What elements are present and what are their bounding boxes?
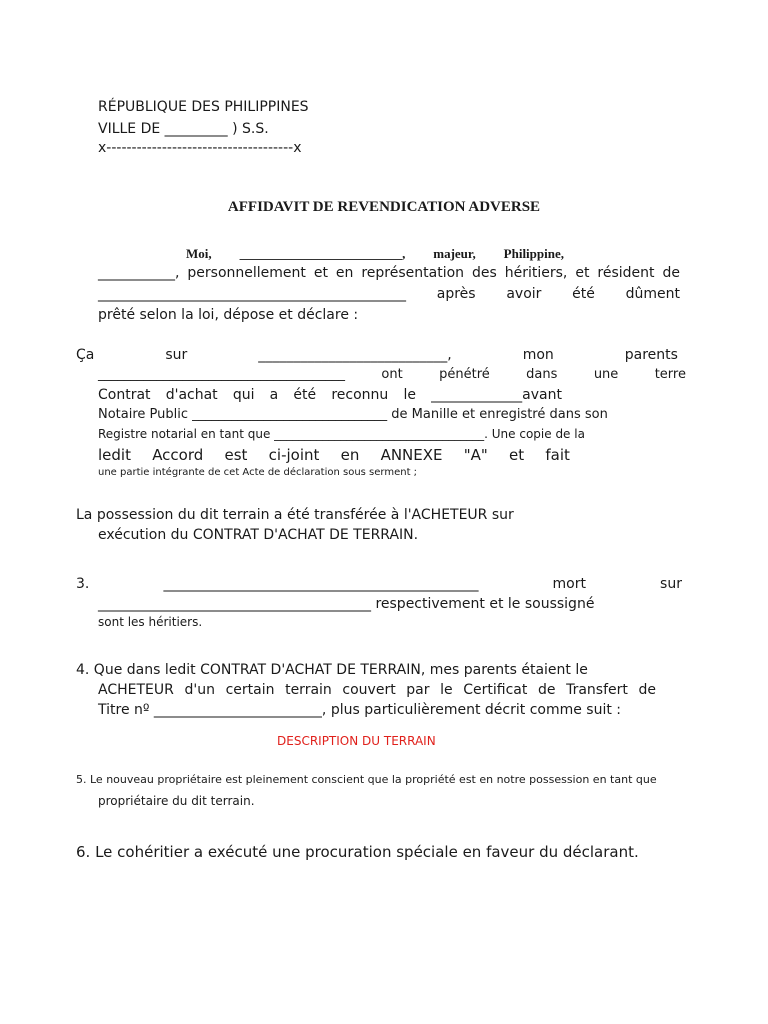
word: après bbox=[436, 286, 476, 302]
word: avoir bbox=[506, 286, 542, 302]
word: terrain bbox=[285, 682, 332, 698]
word: et bbox=[575, 265, 590, 281]
intro-line-4: prêté selon la loi, dépose et déclare : bbox=[98, 307, 359, 323]
word: des bbox=[472, 265, 497, 281]
blank: _____________avant bbox=[431, 387, 562, 403]
word: le bbox=[440, 682, 453, 698]
word: été bbox=[293, 387, 317, 403]
word: d'achat bbox=[165, 387, 218, 403]
word: dûment bbox=[625, 286, 680, 302]
word: de bbox=[662, 265, 680, 281]
word: fait bbox=[545, 446, 570, 464]
header-city: VILLE DE _________ ) S.S. bbox=[98, 121, 269, 137]
intro-line-2 bbox=[98, 266, 680, 280]
para1-line-5: Registre notarial en tant que ___________________________________. Une copie de la bbox=[98, 427, 585, 441]
word: mon bbox=[522, 347, 554, 363]
para2-line-2: exécution du CONTRAT D'ACHAT DE TERRAIN. bbox=[98, 527, 419, 543]
word: ledit bbox=[98, 446, 131, 464]
word: reconnu bbox=[331, 387, 389, 403]
intro-line-1 bbox=[186, 247, 564, 260]
word: de bbox=[537, 682, 556, 698]
word: ___________, bbox=[98, 265, 180, 281]
word: sur bbox=[165, 347, 188, 363]
word: Ça bbox=[76, 347, 95, 363]
word: en bbox=[340, 446, 360, 464]
para4-line-2 bbox=[98, 683, 656, 697]
word: par bbox=[406, 682, 430, 698]
word: en bbox=[335, 265, 354, 281]
blank: ____________________________________________ bbox=[98, 286, 406, 302]
word: Transfert bbox=[566, 682, 628, 698]
word: mort bbox=[552, 576, 586, 592]
para5-line-1: 5. Le nouveau propriétaire est pleinement conscient que la propriété est en notre possession en tant que bbox=[76, 773, 657, 786]
intro-line-3 bbox=[98, 287, 680, 301]
document-title: AFFIDAVIT DE REVENDICATION ADVERSE bbox=[227, 199, 541, 215]
para1-line-6 bbox=[98, 448, 570, 463]
word: ANNEXE bbox=[380, 446, 443, 464]
word: dans bbox=[526, 367, 558, 382]
para5-line-2: propriétaire du dit terrain. bbox=[98, 794, 255, 808]
word: Certificat bbox=[463, 682, 528, 698]
word: Contrat bbox=[98, 387, 151, 403]
word: été bbox=[572, 286, 595, 302]
para1-line-4: Notaire Public ______________________________ de Manille et enregistré dans son bbox=[98, 407, 608, 422]
para3-line-1 bbox=[76, 577, 682, 591]
para3-line-3: sont les héritiers. bbox=[98, 615, 203, 629]
word: personnellement bbox=[187, 265, 306, 281]
blank: ______________________________________ bbox=[98, 367, 345, 382]
header-separator: x-------------------------------------x bbox=[98, 140, 302, 156]
word: pénétré bbox=[439, 367, 490, 382]
para1-line-7: une partie intégrante de cet Acte de déclaration sous serment ; bbox=[98, 467, 418, 478]
intro-blank: _________________________, bbox=[239, 246, 406, 261]
para3-line-2: _______________________________________ respectivement et le soussigné bbox=[98, 596, 595, 612]
word: d'un bbox=[184, 682, 215, 698]
word: une bbox=[593, 367, 619, 382]
word: "A" bbox=[463, 446, 488, 464]
intro-word: majeur, bbox=[433, 246, 476, 261]
word: certain bbox=[225, 682, 275, 698]
intro-word: Philippine, bbox=[503, 246, 564, 261]
word: héritiers, bbox=[504, 265, 568, 281]
word: ci-joint bbox=[268, 446, 320, 464]
word: a bbox=[269, 387, 279, 403]
word: ACHETEUR bbox=[98, 682, 174, 698]
word: parents bbox=[624, 347, 678, 363]
para1-line-1 bbox=[76, 348, 678, 362]
word: ont bbox=[381, 367, 403, 382]
para4-line-1: 4. Que dans ledit CONTRAT D'ACHAT DE TERRAIN, mes parents étaient le bbox=[76, 662, 588, 678]
para4-line-3: Titre nº ________________________, plus particulièrement décrit comme suit : bbox=[98, 702, 622, 718]
para2-line-1: La possession du dit terrain a été transférée à l'ACHETEUR sur bbox=[76, 507, 514, 523]
word: représentation bbox=[361, 265, 465, 281]
number: 3. bbox=[76, 576, 90, 592]
para1-line-3 bbox=[98, 388, 562, 402]
word: le bbox=[403, 387, 416, 403]
blank: _____________________________________________ bbox=[163, 576, 479, 592]
word: et bbox=[509, 446, 525, 464]
land-description-heading: DESCRIPTION DU TERRAIN bbox=[277, 734, 436, 748]
word: résident bbox=[597, 265, 655, 281]
word: est bbox=[224, 446, 248, 464]
header-country: RÉPUBLIQUE DES PHILIPPINES bbox=[98, 99, 309, 115]
word: sur bbox=[660, 576, 682, 592]
word: qui bbox=[232, 387, 255, 403]
word: couvert bbox=[342, 682, 396, 698]
blank: ___________________________, bbox=[258, 347, 452, 363]
word: de bbox=[638, 682, 656, 698]
word: Accord bbox=[152, 446, 204, 464]
para6-line: 6. Le cohéritier a exécuté une procuration spéciale en faveur du déclarant. bbox=[76, 843, 639, 861]
word: et bbox=[313, 265, 328, 281]
word: terre bbox=[654, 367, 686, 382]
para1-line-2 bbox=[98, 368, 686, 381]
intro-word: Moi, bbox=[186, 246, 212, 261]
